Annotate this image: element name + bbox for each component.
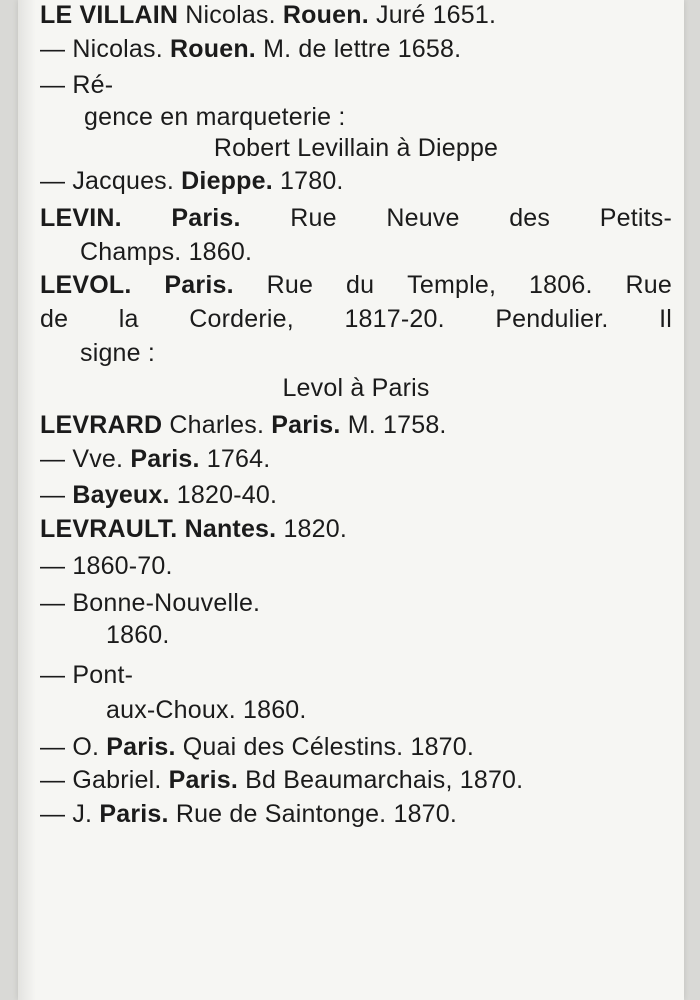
word (407, 270, 496, 300)
entry-line (40, 133, 672, 163)
entry-text: 1860-70. (72, 552, 173, 580)
ditto-dash: — (40, 800, 73, 828)
word (267, 270, 313, 300)
ditto-dash: — (40, 35, 73, 63)
entry-text: Nicolas. (72, 35, 171, 63)
entry-line (80, 237, 252, 267)
ditto-dash: — (40, 552, 66, 580)
ditto-dash: — (40, 71, 66, 99)
entry-line (40, 166, 344, 196)
entry-line (40, 34, 461, 64)
word (529, 270, 593, 300)
word (40, 203, 122, 233)
entry-text: Bd Beaumarchais, 1870. (237, 766, 524, 794)
entry-line (40, 270, 672, 300)
entry-line (40, 765, 523, 795)
entry-text: Champs. 1860. (80, 238, 253, 266)
entry-text: Temple, (407, 271, 497, 299)
entry-bold-text: Rouen. (170, 35, 256, 63)
word (40, 588, 260, 618)
entry-text: Rue (290, 204, 337, 232)
entry-bold-text: LEVRARD (40, 411, 163, 439)
ditto-dash: — (40, 167, 73, 195)
entry-bold-text: Paris. (106, 733, 176, 761)
entry-text: Bonne-Nouvelle. (72, 589, 261, 617)
word (386, 203, 459, 233)
entry-text: Levol à Paris (282, 374, 430, 402)
entry-bold-text: LE VILLAIN (40, 1, 179, 29)
ditto-dash: — (40, 589, 66, 617)
word (509, 203, 550, 233)
entry-bold-text: Paris. (164, 271, 234, 299)
word (40, 70, 113, 100)
entry-bold-text: Rouen. (282, 1, 369, 29)
entry-line (40, 373, 672, 403)
word (495, 304, 608, 334)
entry-text: la (118, 305, 139, 333)
word (344, 304, 444, 334)
word (290, 203, 336, 233)
entry-line (106, 695, 307, 725)
entry-text: Quai des Célestins. 1870. (175, 733, 475, 761)
entry-line (84, 102, 346, 132)
entry-bold-text: Paris. (168, 766, 238, 794)
entry-line (40, 799, 457, 829)
entry-text: 1820. (276, 515, 348, 543)
entry-bold-text: Paris. (271, 411, 341, 439)
entry-bold-text: Dieppe. (181, 167, 273, 195)
entry-text: Petits- (599, 204, 672, 232)
word (40, 304, 68, 334)
entry-bold-text: LEVRAULT. Nantes. (40, 515, 277, 543)
ditto-dash: — (40, 661, 66, 689)
entry-line (80, 338, 155, 368)
entry-text: 1764. (199, 445, 271, 473)
entry-text: Ré- (72, 71, 114, 99)
entry-text: M. 1758. (340, 411, 447, 439)
word (600, 203, 672, 233)
entry-line (40, 0, 496, 30)
entry-text: du (346, 271, 375, 299)
entry-text: 1806. (529, 271, 593, 299)
entry-text: Charles. (162, 411, 272, 439)
word (119, 304, 139, 334)
entry-line (40, 514, 347, 544)
entry-text: J. (72, 800, 100, 828)
entry-text: Pendulier. (495, 305, 609, 333)
entry-text: Neuve (386, 204, 460, 232)
ditto-dash: — (40, 481, 73, 509)
word (189, 304, 294, 334)
entry-text: 1820-40. (169, 481, 278, 509)
entry-line (40, 480, 277, 510)
word (164, 270, 233, 300)
word (40, 660, 133, 690)
entry-text: des (509, 204, 551, 232)
entry-text: Rue (625, 271, 672, 299)
entry-text: Pont- (72, 661, 134, 689)
word (171, 203, 240, 233)
word (659, 304, 672, 334)
ditto-dash: — (40, 766, 73, 794)
entry-line (40, 660, 672, 690)
entry-bold-text: LEVIN. (40, 204, 122, 232)
entry-text: 1817-20. (344, 305, 445, 333)
entry-bold-text: Paris. (171, 204, 241, 232)
entry-text: Il (659, 305, 672, 333)
entry-line (40, 444, 270, 474)
entry-line (40, 588, 672, 618)
entry-line (40, 203, 672, 233)
entry-text: aux-Choux. 1860. (106, 696, 307, 724)
entry-text: de (40, 305, 69, 333)
entry-text: Rue de Saintonge. 1870. (168, 800, 458, 828)
word (40, 270, 131, 300)
word (346, 270, 374, 300)
entry-bold-text: Bayeux. (72, 481, 170, 509)
entry-text: 1780. (272, 167, 344, 195)
word (626, 270, 672, 300)
entry-bold-text: Paris. (99, 800, 169, 828)
entry-text: Corderie, (189, 305, 294, 333)
book-page (18, 0, 684, 1000)
entry-line (106, 620, 170, 650)
ditto-dash: — (40, 445, 73, 473)
entry-line (40, 551, 672, 581)
word (40, 551, 173, 581)
entry-text: Gabriel. (72, 766, 169, 794)
entry-text: Vve. (72, 445, 131, 473)
entry-text: Robert Levillain à Dieppe (213, 134, 499, 162)
entry-text: Jacques. (72, 167, 182, 195)
ditto-dash: — (40, 733, 73, 761)
entry-bold-text: LEVOL. (40, 271, 132, 299)
entry-text: 1860. (106, 621, 170, 649)
entry-text: O. (72, 733, 107, 761)
entry-text: signe : (80, 339, 156, 367)
entry-line (40, 304, 672, 334)
entry-bold-text: Paris. (130, 445, 200, 473)
entry-line (40, 410, 447, 440)
entry-text: Rue (266, 271, 314, 299)
entry-line (40, 732, 474, 762)
entry-text: M. de lettre 1658. (255, 35, 462, 63)
entry-text: Nicolas. (178, 1, 283, 29)
entry-text: gence en marqueterie : (84, 103, 346, 131)
entry-text: Juré 1651. (368, 1, 497, 29)
entry-line (40, 70, 672, 100)
